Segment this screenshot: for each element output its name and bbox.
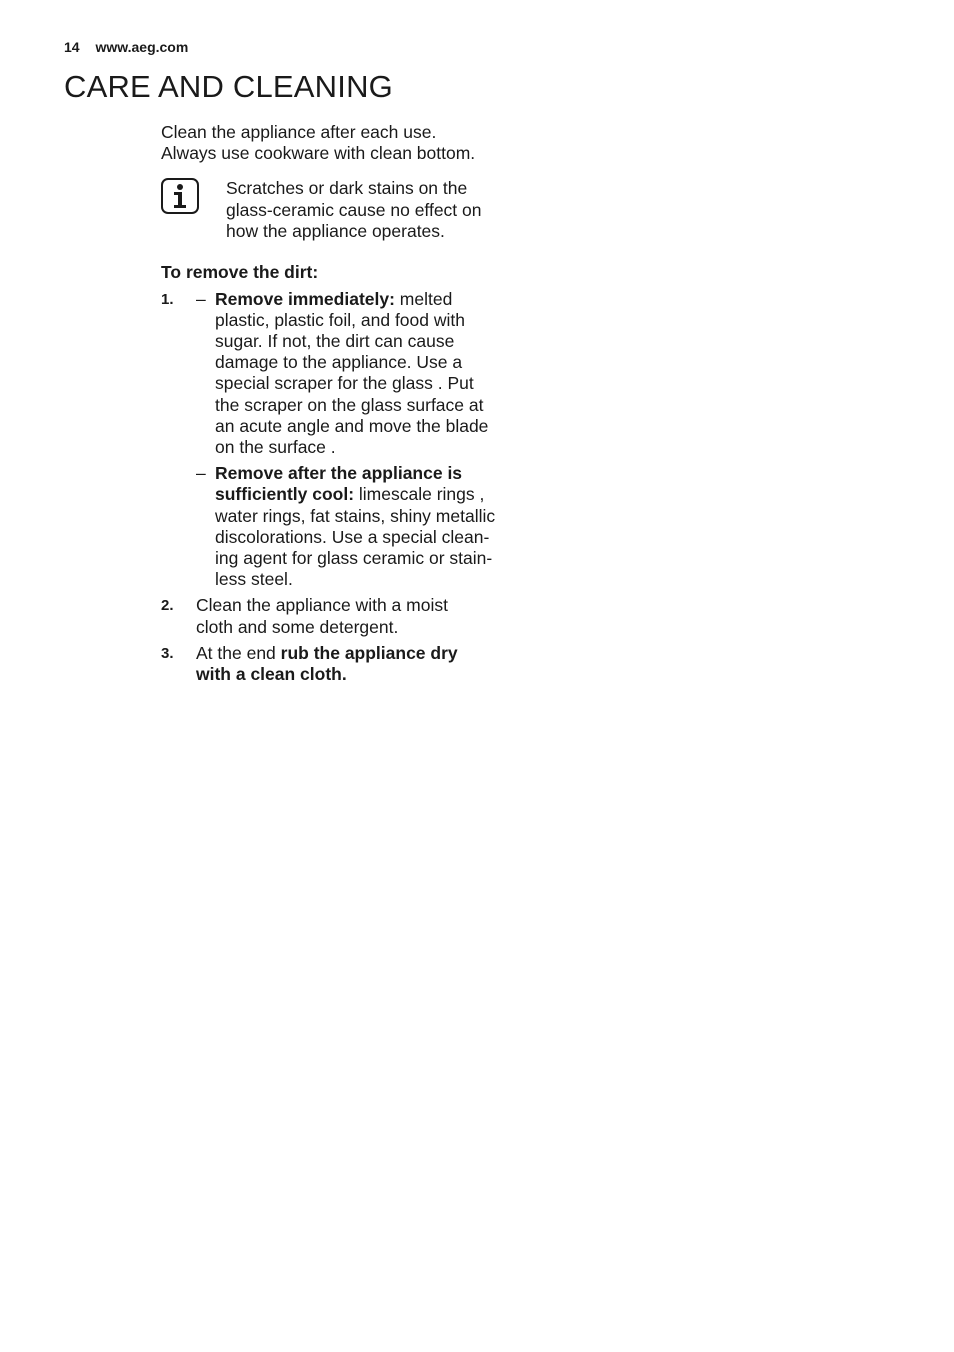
dash-item-remove-after-cool — [196, 463, 521, 590]
subheading: To remove the dirt: — [161, 262, 319, 283]
info-note — [161, 178, 521, 244]
step-number: 1. — [161, 290, 174, 308]
dash-line — [215, 463, 521, 484]
dash-line: sugar. If not, the dirt can cause — [215, 331, 455, 352]
bold-phrase: Remove after the appliance is — [215, 463, 463, 484]
dash-bullet: – — [196, 288, 206, 309]
steps-list — [161, 289, 521, 686]
step-line — [196, 643, 521, 664]
info-icon — [161, 178, 199, 214]
page-number: 14 — [64, 39, 80, 55]
step-1 — [161, 289, 521, 591]
section-content — [161, 122, 521, 690]
info-text — [226, 178, 516, 242]
dash-line: plastic, plastic foil, and food with — [215, 309, 465, 330]
dash-line: less steel. — [215, 569, 293, 590]
bold-phrase: with a clean cloth. — [196, 664, 347, 685]
bold-phrase: rub the appliance dry — [280, 642, 458, 663]
dash-line: special scraper for the glass . Put — [215, 373, 474, 394]
intro-line: Clean the appliance after each use. — [161, 122, 437, 142]
step-2 — [161, 595, 521, 637]
dash-line — [215, 289, 521, 310]
website-link[interactable]: www.aeg.com — [95, 39, 189, 55]
bold-phrase: Remove immediately: — [215, 288, 395, 309]
dash-line: on the surface . — [215, 437, 336, 458]
info-line: glass-ceramic cause no effect on — [226, 199, 482, 220]
step-line — [196, 664, 521, 685]
dash-item-remove-immediately — [196, 289, 521, 459]
intro-text — [161, 122, 521, 164]
step-3 — [161, 643, 521, 685]
intro-line: Always use cookware with clean bottom. — [161, 143, 476, 164]
info-line: Scratches or dark stains on the — [226, 178, 468, 199]
line-text: At the end — [196, 642, 281, 663]
section-title: CARE AND CLEANING — [64, 69, 393, 104]
dash-line: an acute angle and move the blade — [215, 415, 489, 436]
bold-phrase: sufficiently cool: — [215, 484, 355, 505]
line-text: melted — [394, 288, 453, 309]
step-line: Clean the appliance with a moist — [196, 595, 448, 616]
dash-line: damage to the appliance. Use a — [215, 352, 463, 373]
dash-line — [215, 484, 521, 505]
step-number: 2. — [161, 597, 174, 615]
dash-line: water rings, fat stains, shiny metallic — [215, 505, 496, 526]
step-number: 3. — [161, 644, 174, 662]
info-line: how the appliance operates. — [226, 220, 445, 241]
step-line: cloth and some detergent. — [196, 616, 399, 637]
dash-line: the scraper on the glass surface at — [215, 394, 484, 415]
dash-line: discolorations. Use a special clean- — [215, 526, 490, 547]
dash-bullet: – — [196, 463, 206, 484]
dash-line: ing agent for glass ceramic or stain- — [215, 548, 493, 569]
line-text: limescale rings , — [354, 484, 485, 505]
page-header — [64, 38, 188, 56]
